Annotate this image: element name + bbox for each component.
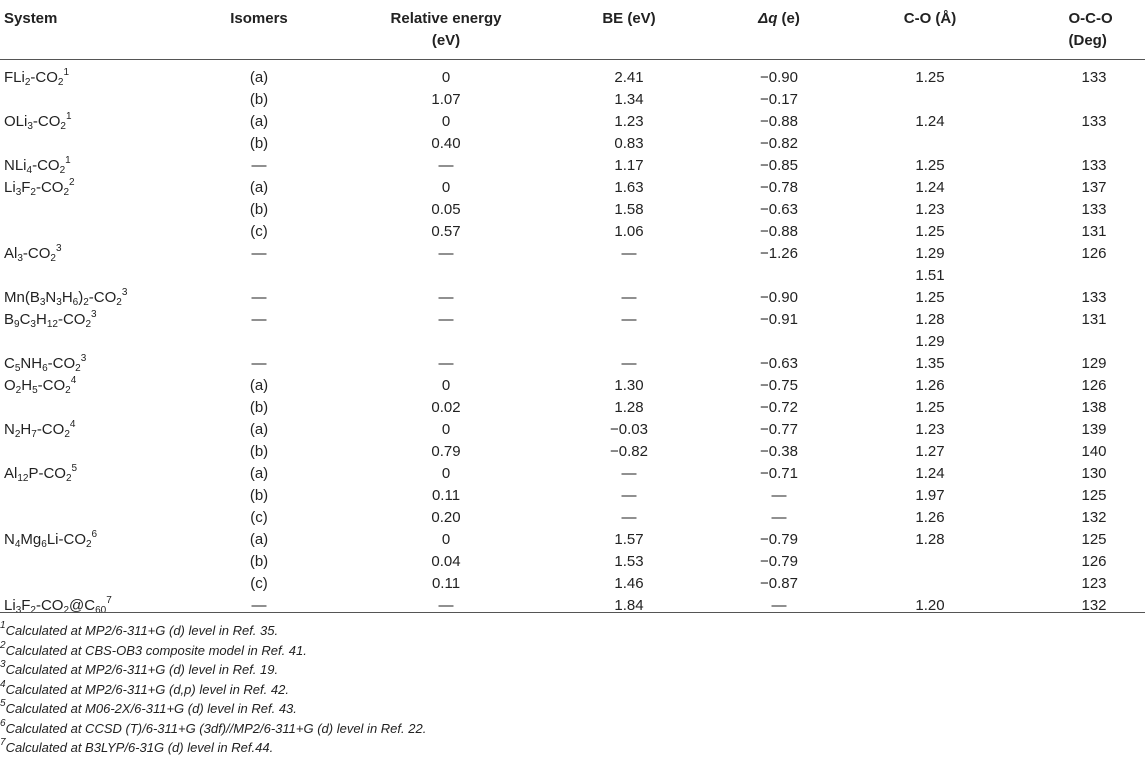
charge-transfer-cell: −0.88 (760, 223, 798, 240)
charge-transfer-cell: −0.90 (760, 69, 798, 86)
table-row (0, 463, 1145, 485)
isomer-cell: (a) (249, 179, 269, 196)
subscript: 3 (15, 605, 22, 616)
system-cell (4, 287, 127, 309)
footnote-mark: 4 (69, 419, 76, 430)
isomer-cell: (a) (249, 465, 269, 482)
oco-angle-cell: 132 (1081, 597, 1107, 614)
formula-text: -CO (36, 421, 65, 438)
subscript: 2 (65, 385, 71, 396)
subscript: 3 (17, 253, 23, 264)
relative-energy-cell: — (438, 245, 454, 262)
subscript: 2 (60, 121, 66, 132)
relative-energy-cell: 0 (441, 421, 451, 438)
formula-text: -CO (32, 157, 60, 174)
system-cell (4, 243, 62, 265)
subscript: 2 (63, 187, 70, 198)
table-row (0, 265, 1145, 287)
header-relative-energy-line1: Relative energy (390, 10, 502, 27)
formula-text: FLi (4, 69, 25, 86)
subscript: 3 (30, 319, 36, 330)
footnote-text: Calculated at MP2/6-311+G (d) level in Ref. 19. (5, 662, 279, 677)
co-bond-cell: 1.24 (915, 179, 945, 196)
formula-text: N (4, 421, 15, 438)
be-cell: — (621, 487, 637, 504)
table-row (0, 441, 1145, 463)
relative-energy-cell: — (438, 289, 454, 306)
subscript: 2 (15, 385, 22, 396)
system-cell (4, 309, 97, 331)
system-cell (4, 155, 71, 177)
subscript: 6 (41, 539, 47, 550)
charge-transfer-cell: — (771, 487, 787, 504)
be-cell: 1.30 (614, 377, 644, 394)
oco-angle-cell: 132 (1081, 509, 1107, 526)
relative-energy-cell: 0.05 (431, 201, 461, 218)
footnote-text: Calculated at CCSD (T)/6-311+G (3df)//MP2/6-311+G (d) level in Ref. 22. (5, 720, 427, 736)
formula-text: O (4, 377, 16, 394)
formula-text: H (20, 421, 32, 438)
co-bond-cell: 1.26 (915, 377, 945, 394)
table-row (0, 485, 1145, 507)
be-cell: 1.23 (614, 113, 644, 130)
footnote-mark: 3 (80, 353, 87, 364)
subscript: 2 (83, 297, 89, 308)
isomer-cell: (b) (249, 91, 269, 108)
be-cell: — (621, 289, 637, 306)
charge-transfer-cell: −0.78 (760, 179, 798, 196)
footnote-text: Calculated at B3LYP/6-31G (d) level in Ref.44. (5, 740, 274, 755)
isomer-cell: (a) (249, 113, 269, 130)
formula-text: F (21, 179, 31, 196)
charge-transfer-cell: — (771, 597, 787, 614)
isomer-cell: — (251, 245, 267, 262)
be-cell: 1.58 (614, 201, 644, 218)
footnote-mark: 3 (121, 287, 128, 298)
relative-energy-cell: 0.11 (431, 575, 461, 592)
table-row (0, 529, 1145, 551)
isomer-cell: — (251, 289, 267, 306)
subscript: 2 (65, 473, 72, 484)
be-cell: 0.83 (614, 135, 644, 152)
formula-text: H (61, 289, 73, 306)
relative-energy-cell: — (438, 311, 454, 328)
formula-text: B (4, 311, 15, 328)
oco-angle-cell: 125 (1081, 487, 1107, 504)
relative-energy-cell: 0 (441, 69, 451, 86)
co-bond-cell: 1.51 (915, 267, 945, 284)
isomer-cell: (a) (249, 421, 269, 438)
formula-text: Al (4, 245, 18, 262)
footnote-mark: 2 (69, 177, 75, 188)
oco-angle-cell: 129 (1081, 355, 1107, 372)
be-cell: 1.46 (614, 575, 644, 592)
relative-energy-cell: 0 (441, 531, 451, 548)
formula-text: -CO (35, 597, 64, 614)
relative-energy-cell: — (438, 157, 454, 174)
table-row (0, 309, 1145, 331)
co-bond-cell: 1.29 (915, 245, 945, 262)
charge-transfer-cell: −0.77 (760, 421, 798, 438)
relative-energy-cell: 0 (441, 465, 451, 482)
subscript: 2 (30, 605, 36, 616)
footnote-text: Calculated at CBS-OB3 composite model in Ref. 41. (5, 642, 307, 658)
subscript: 6 (72, 297, 79, 308)
relative-energy-cell: — (438, 355, 454, 372)
co-bond-cell: 1.26 (915, 509, 945, 526)
table-row (0, 375, 1145, 397)
charge-transfer-cell: −0.88 (760, 113, 798, 130)
be-cell: — (621, 465, 637, 482)
formula-text: NLi (4, 157, 27, 174)
formula-text: -CO (32, 113, 61, 130)
subscript: 5 (14, 363, 21, 374)
subscript: 3 (56, 297, 62, 308)
table-row (0, 353, 1145, 375)
isomer-cell: (b) (249, 135, 269, 152)
footnote-number: 6 (0, 717, 6, 729)
subscript: 12 (17, 473, 29, 484)
formula-text: -CO (57, 311, 86, 328)
be-cell: — (621, 509, 637, 526)
formula-text: -CO (35, 179, 64, 196)
footnote-mark: 7 (106, 595, 112, 606)
be-cell: 1.84 (614, 597, 644, 614)
header-relative-energy (391, 8, 502, 52)
table-row (0, 397, 1145, 419)
footnote-text: Calculated at M06-2X/6-311+G (d) level in Ref. 43. (5, 701, 297, 716)
charge-transfer-cell: −0.90 (760, 289, 798, 306)
charge-transfer-cell: −0.72 (760, 399, 798, 416)
isomer-cell: (a) (249, 377, 269, 394)
subscript: 3 (15, 187, 22, 198)
charge-transfer-cell: −0.63 (760, 355, 798, 372)
footnote-mark: 4 (70, 375, 77, 386)
subscript: 2 (24, 77, 31, 88)
be-cell: 2.41 (614, 69, 644, 86)
formula-text: -CO (37, 377, 66, 394)
footnote-mark: 1 (65, 111, 72, 122)
footnote (0, 660, 278, 680)
be-cell: 1.57 (614, 531, 644, 548)
co-bond-cell: 1.24 (915, 113, 945, 130)
be-cell: 1.17 (614, 157, 644, 174)
formula-text: F (21, 597, 31, 614)
header-isomers: Isomers (230, 10, 288, 27)
formula-text: N (45, 289, 57, 306)
header-be: BE (eV) (602, 10, 656, 27)
co-bond-cell: 1.25 (915, 157, 945, 174)
footnote (0, 621, 278, 641)
relative-energy-cell: — (438, 597, 454, 614)
isomer-cell: (c) (250, 223, 268, 240)
be-cell: 1.63 (614, 179, 644, 196)
footnote-number: 7 (0, 737, 6, 748)
relative-energy-cell: 0 (441, 377, 451, 394)
table-bottom-rule (0, 612, 1145, 613)
oco-angle-cell: 126 (1081, 553, 1107, 570)
charge-transfer-cell: −0.75 (760, 377, 798, 394)
charge-transfer-cell: — (771, 509, 787, 526)
table-row (0, 89, 1145, 111)
table-row (0, 199, 1145, 221)
formula-text: N (4, 531, 15, 548)
be-cell: −0.03 (610, 421, 648, 438)
formula-text: H (35, 311, 47, 328)
table-row (0, 331, 1145, 353)
isomer-cell: (c) (250, 509, 268, 526)
formula-text: P-CO (28, 465, 66, 482)
be-cell: 1.06 (614, 223, 644, 240)
footnote-mark: 3 (55, 243, 62, 254)
be-cell: 1.28 (614, 399, 644, 416)
oco-angle-cell: 133 (1081, 113, 1107, 130)
table-row (0, 67, 1145, 89)
footnote-text: Calculated at MP2/6-311+G (d,p) level in Ref. 42. (5, 681, 289, 697)
oco-angle-cell: 133 (1081, 157, 1107, 174)
co-bond-cell: 1.24 (915, 465, 945, 482)
footnote (0, 641, 307, 661)
formula-text: Mg (20, 531, 42, 548)
formula-text: Li (4, 179, 16, 196)
system-cell (4, 463, 77, 485)
footnote (0, 699, 297, 719)
formula-text: -CO (88, 289, 117, 306)
relative-energy-cell: 0.79 (431, 443, 461, 460)
relative-energy-cell: 0.11 (431, 487, 461, 504)
footnote-number: 5 (0, 698, 6, 709)
table-row (0, 573, 1145, 595)
isomer-cell: (c) (250, 575, 268, 592)
footnote-number: 3 (0, 659, 6, 670)
subscript: 2 (64, 429, 70, 440)
co-bond-cell: 1.25 (915, 289, 945, 306)
charge-transfer-cell: −0.87 (760, 575, 798, 592)
oco-angle-cell: 125 (1081, 531, 1107, 548)
header-dq-symbol: Δq (758, 10, 778, 27)
charge-transfer-cell: −0.17 (760, 91, 798, 108)
formula-text: Li-CO (46, 531, 86, 548)
co-bond-cell: 1.35 (915, 355, 945, 372)
subscript: 2 (116, 297, 122, 308)
co-bond-cell: 1.28 (915, 531, 945, 548)
be-cell: — (621, 355, 637, 372)
oco-angle-cell: 123 (1081, 575, 1107, 592)
charge-transfer-cell: −0.63 (760, 201, 798, 218)
footnote (0, 738, 273, 758)
be-cell: — (621, 245, 637, 262)
oco-angle-cell: 139 (1081, 421, 1107, 438)
formula-text: C (4, 355, 15, 372)
relative-energy-cell: 0 (441, 113, 451, 130)
subscript: 7 (31, 429, 37, 440)
charge-transfer-cell: −0.38 (760, 443, 798, 460)
formula-text: OLi (4, 113, 28, 130)
oco-angle-cell: 138 (1081, 399, 1107, 416)
be-cell: −0.82 (610, 443, 648, 460)
formula-text: Li (4, 597, 16, 614)
isomer-cell: — (251, 311, 267, 328)
charge-transfer-cell: −0.71 (760, 465, 798, 482)
subscript: 4 (14, 539, 21, 550)
relative-energy-cell: 0.20 (431, 509, 461, 526)
header-system: System (4, 10, 58, 27)
header-oco: O-C-O (Deg) (1068, 10, 1113, 49)
charge-transfer-cell: −0.91 (760, 311, 798, 328)
co-bond-cell: 1.25 (915, 399, 945, 416)
formula-text: C (19, 311, 31, 328)
isomer-cell: (b) (249, 487, 269, 504)
co-bond-cell: 1.97 (915, 487, 945, 504)
isomer-cell: (a) (249, 531, 269, 548)
table-row (0, 595, 1145, 617)
co-bond-cell: 1.27 (915, 443, 945, 460)
header-co: C-O (Å) (903, 10, 957, 27)
co-bond-cell: 1.23 (915, 421, 945, 438)
table-row (0, 507, 1145, 529)
formula-text: -CO (30, 69, 58, 86)
co-bond-cell: 1.25 (915, 223, 945, 240)
oco-angle-cell: 133 (1081, 289, 1107, 306)
be-cell: — (621, 311, 637, 328)
table-row (0, 221, 1145, 243)
isomer-cell: (b) (249, 399, 269, 416)
subscript: 60 (95, 605, 107, 616)
subscript: 2 (63, 605, 70, 616)
co-bond-cell: 1.20 (915, 597, 945, 614)
table-row (0, 177, 1145, 199)
subscript: 2 (85, 539, 92, 550)
footnote-mark: 6 (91, 529, 98, 540)
header-rule (0, 59, 1145, 60)
system-cell (4, 595, 112, 617)
isomer-cell: (b) (249, 443, 269, 460)
relative-energy-cell: 0.02 (431, 399, 461, 416)
charge-transfer-cell: −0.79 (760, 553, 798, 570)
oco-angle-cell: 137 (1081, 179, 1107, 196)
oco-angle-cell: 131 (1081, 311, 1107, 328)
table-row (0, 243, 1145, 265)
isomer-cell: (b) (249, 201, 269, 218)
subscript: 3 (39, 297, 46, 308)
subscript: 3 (27, 121, 33, 132)
header-dq-unit: (e) (777, 10, 800, 27)
subscript: 2 (85, 319, 92, 330)
charge-transfer-cell: −0.79 (760, 531, 798, 548)
footnote-mark: 5 (71, 463, 78, 474)
charge-transfer-cell: −0.82 (760, 135, 798, 152)
formula-text: -CO (47, 355, 76, 372)
system-cell (4, 529, 97, 551)
footnote-number: 2 (0, 639, 6, 651)
subscript: 2 (57, 77, 64, 88)
relative-energy-cell: 0 (441, 179, 451, 196)
header-relative-energy-line2: (eV) (431, 32, 461, 49)
formula-text: -CO (22, 245, 51, 262)
system-cell (4, 375, 76, 397)
isomer-cell: — (251, 597, 267, 614)
subscript: 2 (75, 363, 81, 374)
subscript: 4 (26, 165, 33, 176)
charge-transfer-cell: −1.26 (760, 245, 798, 262)
be-cell: 1.53 (614, 553, 644, 570)
system-cell (4, 67, 69, 89)
co-bond-cell: 1.25 (915, 69, 945, 86)
footnote-mark: 1 (63, 67, 70, 78)
formula-text: H (21, 377, 33, 394)
system-cell (4, 419, 75, 441)
isomer-cell: — (251, 157, 267, 174)
formula-text: @C (69, 597, 96, 614)
oco-angle-cell: 140 (1081, 443, 1107, 460)
isomer-cell: (b) (249, 553, 269, 570)
formula-text: NH (20, 355, 43, 372)
charge-transfer-cell: −0.85 (760, 157, 798, 174)
relative-energy-cell: 0.57 (431, 223, 461, 240)
be-cell: 1.34 (614, 91, 644, 108)
footnote-mark: 1 (65, 155, 71, 166)
co-bond-cell: 1.23 (915, 201, 945, 218)
subscript: 12 (46, 319, 58, 330)
table-row (0, 155, 1145, 177)
relative-energy-cell: 1.07 (431, 91, 461, 108)
subscript: 2 (50, 253, 56, 264)
footnote-number: 4 (0, 678, 6, 690)
oco-angle-cell: 133 (1081, 69, 1107, 86)
isomer-cell: (a) (249, 69, 269, 86)
subscript: 9 (14, 319, 20, 330)
co-bond-cell: 1.28 (915, 311, 945, 328)
subscript: 6 (42, 363, 48, 374)
subscript: 2 (30, 187, 36, 198)
table-row (0, 551, 1145, 573)
header-charge-transfer (758, 8, 800, 30)
footnote-number: 1 (0, 620, 6, 631)
formula-text: Al (4, 465, 18, 482)
formula-text: Mn(B (4, 289, 40, 306)
footnote (0, 719, 426, 739)
isomer-cell: — (251, 355, 267, 372)
table-row (0, 133, 1145, 155)
system-cell (4, 111, 72, 133)
relative-energy-cell: 0.40 (431, 135, 461, 152)
footnote-text: Calculated at MP2/6-311+G (d) level in Ref. 35. (5, 623, 279, 638)
formula-text: ) (78, 289, 84, 306)
system-cell (4, 177, 75, 199)
subscript: 2 (14, 429, 21, 440)
relative-energy-cell: 0.04 (431, 553, 461, 570)
oco-angle-cell: 130 (1081, 465, 1107, 482)
oco-angle-cell: 126 (1081, 245, 1107, 262)
oco-angle-cell: 126 (1081, 377, 1107, 394)
table-row (0, 287, 1145, 309)
table-row (0, 111, 1145, 133)
footnote-mark: 3 (91, 309, 97, 320)
subscript: 5 (32, 385, 38, 396)
subscript: 2 (59, 165, 66, 176)
table-row (0, 419, 1145, 441)
footnote (0, 680, 289, 700)
table-header (0, 0, 1145, 58)
oco-angle-cell: 133 (1081, 201, 1107, 218)
oco-angle-cell: 131 (1081, 223, 1107, 240)
system-cell (4, 353, 86, 375)
co-bond-cell: 1.29 (915, 333, 945, 350)
